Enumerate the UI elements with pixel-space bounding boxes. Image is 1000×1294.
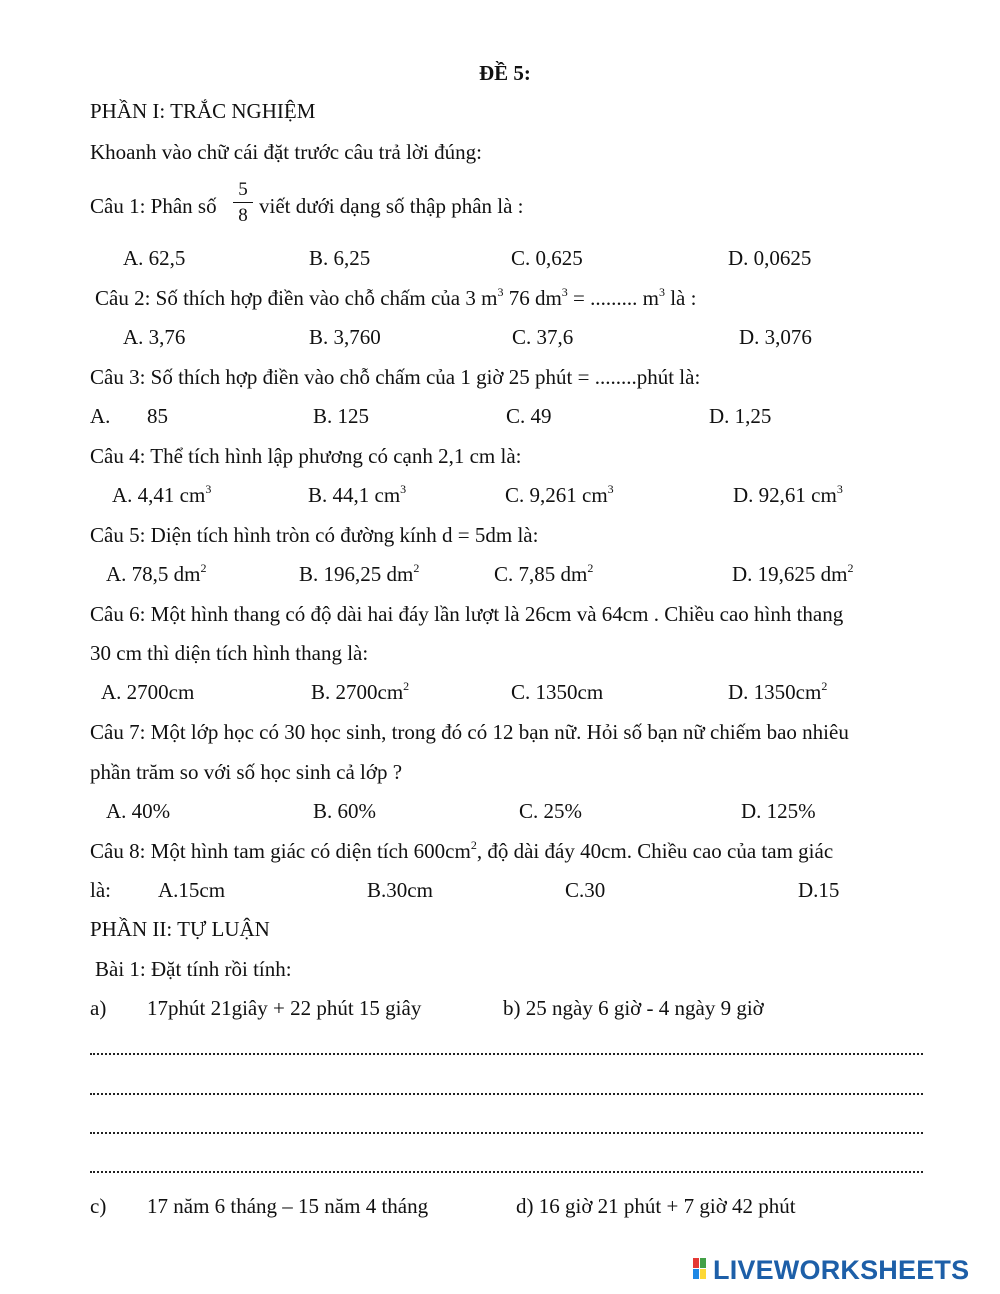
answer-line-1[interactable] xyxy=(90,1053,923,1055)
q1-fraction-bar xyxy=(233,202,253,203)
q3-option-b[interactable]: B. 125 xyxy=(313,404,370,428)
q8-sup: 2 xyxy=(470,838,477,852)
q7-option-a[interactable]: A. 40% xyxy=(106,799,171,823)
q6-option-c[interactable]: C. 1350cm xyxy=(511,680,604,704)
bai1-b-text: b) 25 ngày 6 giờ - 4 ngày 9 giờ xyxy=(503,996,764,1020)
liveworksheets-logo-text: LIVEWORKSHEETS xyxy=(713,1255,970,1285)
q6-question-line2: 30 cm thì diện tích hình thang là: xyxy=(90,641,369,665)
q5-option-c[interactable] xyxy=(494,561,594,586)
q4-question: Câu 4: Thể tích hình lập phương có cạnh 2,1 cm là: xyxy=(90,444,522,468)
q8-question-line1 xyxy=(90,838,834,863)
bai1-c-label: c) xyxy=(90,1194,107,1218)
q2-sup-2: 3 xyxy=(561,285,568,299)
q1-fraction-denominator: 8 xyxy=(238,205,248,226)
q4-option-a-sup: 3 xyxy=(205,482,212,496)
q5-option-b[interactable] xyxy=(299,561,420,586)
q5-question: Câu 5: Diện tích hình tròn có đường kính d = 5dm là: xyxy=(90,523,539,547)
q5-option-a-sup: 2 xyxy=(200,561,207,575)
q2-text-4: là : xyxy=(664,286,697,310)
q2-text-3: = ......... m xyxy=(567,286,659,310)
part1-title: PHẦN I: TRẮC NGHIỆM xyxy=(90,99,316,123)
q7-question-line2: phần trăm so với số học sinh cả lớp ? xyxy=(90,760,403,784)
q6-question-line1: Câu 6: Một hình thang có độ dài hai đáy lần lượt là 26cm và 64cm . Chiều cao hình thang xyxy=(90,602,844,626)
q6-option-b-text: B. 2700cm xyxy=(311,680,404,704)
q1-option-a[interactable]: A. 62,5 xyxy=(123,246,186,270)
bai1-d-text: d) 16 giờ 21 phút + 7 giờ 42 phút xyxy=(516,1194,796,1218)
bai1-a-label: a) xyxy=(90,996,107,1020)
q4-option-d[interactable] xyxy=(733,482,843,507)
q7-option-c[interactable]: C. 25% xyxy=(519,799,582,823)
part1-instruction: Khoanh vào chữ cái đặt trước câu trả lời đúng: xyxy=(90,140,482,164)
q1-fraction-numerator: 5 xyxy=(238,179,248,200)
q6-option-d[interactable] xyxy=(728,679,828,704)
bai1-a-text: 17phút 21giây + 22 phút 15 giây xyxy=(147,996,422,1020)
q7-option-b[interactable]: B. 60% xyxy=(313,799,376,823)
q1-fraction xyxy=(233,180,253,225)
q1-option-d[interactable]: D. 0,0625 xyxy=(728,246,812,270)
q2-option-b[interactable]: B. 3,760 xyxy=(309,325,381,349)
q3-option-d[interactable]: D. 1,25 xyxy=(709,404,772,428)
q6-option-b[interactable] xyxy=(311,679,410,704)
q4-option-a[interactable] xyxy=(112,482,212,507)
q1-option-b[interactable]: B. 6,25 xyxy=(309,246,371,270)
q3-option-a-letter[interactable]: A. xyxy=(90,404,111,428)
q5-option-d[interactable] xyxy=(732,561,854,586)
q5-option-a-text: A. 78,5 dm xyxy=(106,562,201,586)
answer-line-4[interactable] xyxy=(90,1171,923,1173)
q2-text-1: Câu 2: Số thích hợp điền vào chỗ chấm của 3 m xyxy=(95,286,498,310)
q5-option-d-text: D. 19,625 dm xyxy=(732,562,848,586)
q4-option-b-text: B. 44,1 cm xyxy=(308,483,401,507)
q4-option-c-sup: 3 xyxy=(607,482,614,496)
q2-sup-1: 3 xyxy=(497,285,504,299)
q6-option-d-text: D. 1350cm xyxy=(728,680,822,704)
q2-option-d[interactable]: D. 3,076 xyxy=(739,325,812,349)
q3-option-a-value[interactable]: 85 xyxy=(147,404,168,428)
q1-lead: Câu 1: Phân số xyxy=(90,194,217,218)
q4-option-c[interactable] xyxy=(505,482,614,507)
q6-option-b-sup: 2 xyxy=(403,679,410,693)
q5-option-b-sup: 2 xyxy=(413,561,420,575)
q5-option-d-sup: 2 xyxy=(847,561,854,575)
bai1-title: Bài 1: Đặt tính rồi tính: xyxy=(95,957,292,981)
q2-sup-3: 3 xyxy=(658,285,665,299)
answer-line-3[interactable] xyxy=(90,1132,923,1134)
q1-option-c[interactable]: C. 0,625 xyxy=(511,246,583,270)
q4-option-a-text: A. 4,41 cm xyxy=(112,483,206,507)
page-title: ĐỀ 5: xyxy=(479,61,531,85)
q4-option-b[interactable] xyxy=(308,482,407,507)
part2-title: PHẦN II: TỰ LUẬN xyxy=(90,917,270,941)
q8-option-d[interactable]: D.15 xyxy=(798,878,840,902)
answer-line-2[interactable] xyxy=(90,1093,923,1095)
q7-option-d[interactable]: D. 125% xyxy=(741,799,816,823)
q1-tail: viết dưới dạng số thập phân là : xyxy=(259,194,524,218)
q8-question-line2-lead: là: xyxy=(90,878,111,902)
q5-option-b-text: B. 196,25 dm xyxy=(299,562,414,586)
q2-question xyxy=(95,285,697,310)
q8-option-b[interactable]: B.30cm xyxy=(367,878,433,902)
q2-option-c[interactable]: C. 37,6 xyxy=(512,325,574,349)
q4-option-c-text: C. 9,261 cm xyxy=(505,483,608,507)
q3-option-c[interactable]: C. 49 xyxy=(506,404,552,428)
q5-option-a[interactable] xyxy=(106,561,207,586)
q4-option-d-sup: 3 xyxy=(836,482,843,496)
q3-question: Câu 3: Số thích hợp điền vào chỗ chấm của 1 giờ 25 phút = ........phút là: xyxy=(90,365,701,389)
liveworksheets-logo-icon xyxy=(693,1257,707,1281)
bai1-c-text: 17 năm 6 tháng – 15 năm 4 tháng xyxy=(147,1194,429,1218)
q2-option-a[interactable]: A. 3,76 xyxy=(123,325,186,349)
q5-option-c-text: C. 7,85 dm xyxy=(494,562,588,586)
q4-option-b-sup: 3 xyxy=(400,482,407,496)
q6-option-a[interactable]: A. 2700cm xyxy=(101,680,195,704)
q8-text-1: Câu 8: Một hình tam giác có diện tích 600cm xyxy=(90,839,471,863)
q5-option-c-sup: 2 xyxy=(587,561,594,575)
q6-option-d-sup: 2 xyxy=(821,679,828,693)
q8-option-c[interactable]: C.30 xyxy=(565,878,606,902)
q2-text-2: 76 dm xyxy=(503,286,562,310)
q7-question-line1: Câu 7: Một lớp học có 30 học sinh, trong đó có 12 bạn nữ. Hỏi số bạn nữ chiếm bao nhiêu xyxy=(90,720,849,744)
q4-option-d-text: D. 92,61 cm xyxy=(733,483,837,507)
q8-text-2: , độ dài đáy 40cm. Chiều cao của tam giác xyxy=(476,839,834,863)
q8-option-a[interactable]: A.15cm xyxy=(158,878,226,902)
